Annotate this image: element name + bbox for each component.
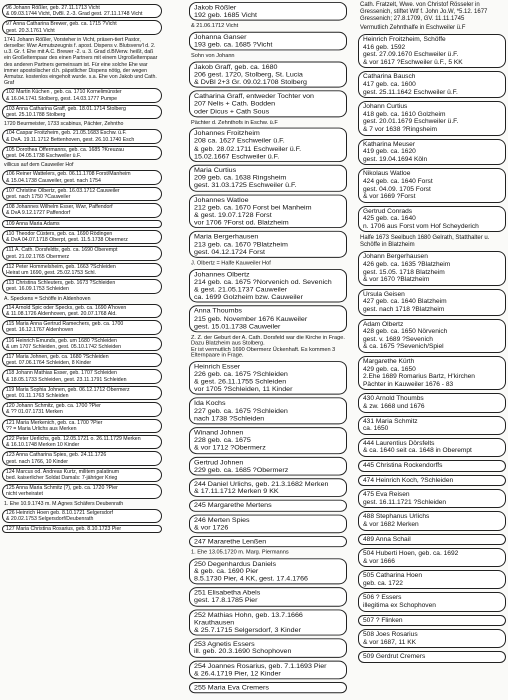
- person-record-box: 106 Reiner Wattelers, geb. 06.11.1708 Forst/Manheim & 15.04.1738 Cauweiler, gest. nach 1754: [2, 170, 162, 184]
- person-record-box: 104 Caspar Froitzheim, geb. 21.05.1683 Eschw. ü.F. & DvA. 19.11.1712 Bettenhoven, gest. 26.10.1740 Esch: [2, 129, 162, 143]
- person-record-box: 113 Christina Schleuters, geb. 1673 ?Schleiden gest. 16.09.1753 Schleiden: [2, 279, 162, 293]
- person-record-box: 118 Johann Mathias Esser, geb. 1707 Schleiden & 18.05.1733 Schleiden, gest. 23.11.1791 Schleiden: [2, 369, 162, 383]
- person-record-box: 475 Eva Reisen gest. 16.11.1721 ?Schleiden: [358, 489, 506, 508]
- left-column: [2, 4, 162, 535]
- person-record-box: 509 Gerdrut Cremers: [358, 651, 506, 663]
- person-record-box: 121 Maria Merkenich, geb. ca. 1700 ?Pier ?? = Maria Urlichs aus Merken: [2, 419, 162, 433]
- annotation-note: Sohn von Johann: [191, 53, 235, 59]
- person-record-box: 506 ? Essers illegitima ex Schophoven: [358, 592, 506, 611]
- person-record-box: 250 Degenhardus Daniels & geb. ca. 1690 Pier 8.5.1730 Pier, 4 KK, gest. 17.4.1766: [189, 558, 347, 585]
- person-record-box: 505 Catharina Hoen geb. ca. 1722: [358, 570, 506, 589]
- person-record-box: 116 Heinrich Emunds, geb. um 1680 ?Schleiden & um 1707 Schleiden, gest. 05.10.1742 Schleiden: [2, 337, 162, 351]
- person-record-box: 119 Maria Sophia Johnen, geb. 06.12.1712 Obermerz gest. 01.11.1763 Schleiden: [2, 386, 162, 400]
- person-record-box: 252 Mathias Hohn, geb. 13.7.1666 Krauthausen & 25.7.1715 Selgersdorf, 3 Kinder: [189, 609, 347, 636]
- person-record-box: 103 Anna Catharina Graff, geb. 18.01.1714 Stolberg gest. 25.10.1788 Stolberg: [2, 105, 162, 119]
- person-record-box: 112 Peter Hommelsheim, geb. 1663 ?Schleiden Heirat um 1690, gest. 25.02.1753 Schl.: [2, 263, 162, 277]
- person-record-box: Johann Curtius 418 geb. ca. 1610 Golzheim gest. 20.01.1679 Eschweiler ü.F. & 7 vor 1638 ?Ringsheim: [358, 101, 506, 135]
- person-record-box: 474 Heinrich Koch, ?Schleiden: [358, 475, 506, 487]
- person-record-box: 507 ? Flinken: [358, 615, 506, 627]
- person-record-box: Gertrud Johnen 229 geb. ca. 1685 ?Obermerz: [189, 457, 347, 476]
- middle-column: [189, 2, 347, 696]
- person-record-box: 105 Dorothea Offermanns, geb. ca. 1685 ?Kreuzau gest. 04.05.1738 Eschweiler ü.F.: [2, 146, 162, 160]
- person-record-box: 127 Maria Christina Rosarius, geb. 8.10.1723 Pier: [2, 525, 162, 533]
- person-record-box: 504 Huberti Hoen, geb. ca. 1692 & vor 1666: [358, 548, 506, 567]
- person-record-box: Adam Olbertz 428 geb. ca. 1650 Nörvenich gest. v. 1689 ?Sevenich & ca. 1675 ?Sevenich/Spiel: [358, 319, 506, 353]
- person-record-box: Johanna Ganser 193 geb. ca. 1685 ?Vicht: [189, 32, 347, 51]
- person-record-box: 508 Joes Rosarius & vor 1687, 11 KK: [358, 629, 506, 648]
- person-record-box: 107 Christine Olbertz, geb. 16.03.1712 Cauweiler gest. nach 1750 ?Cauweiler: [2, 187, 162, 201]
- right-column: [358, 2, 506, 666]
- person-record-box: 110 Theodor Cüsters, geb. ca. 1690 Rödingen & DvA 04.07.1718 Oberpt, gest. 11.5.1738 Obermerz: [2, 230, 162, 244]
- person-record-box: Maria Bergerhausen 213 geb. ca. 1670 ?Blatzheim gest. 04.12.1724 Forst: [189, 231, 347, 258]
- person-record-box: 117 Maria Johnen, geb. ca. 1680 ?Schleiden gest. 07.06.1764 Schleiden, 8 Kinder: [2, 353, 162, 367]
- person-record-box: Heinrich Esser 226 geb. ca. 1675 ?Schleiden & gest. 26.11.1755 Schleiden vor 1705 ?Schleiden, 11 Kinder: [189, 361, 347, 395]
- person-record-box: 97 Anna Catharina Brewer, geb. ca. 1715 ?Vicht gest. 20.3.1761 Vicht: [2, 20, 162, 34]
- person-record-box: 102 Martin Küchen , geb. ca. 1710 Kornelimünster & 16.04.1741 Stolberg, gest. 14.03.1777 Pumpe: [2, 88, 162, 102]
- annotation-note: A. Speckens = Schöffe in Aldenhoven: [4, 295, 91, 302]
- annotation-note: & 21.06.1712 Vicht: [191, 23, 239, 30]
- person-record-box: 444 Laurentius Dörsfelts & ca. 1640 seit ca. 1648 in Oberempt: [358, 438, 506, 457]
- annotation-note: J. Olbertz = Halfe Kauweiler Hof: [191, 260, 271, 267]
- person-record-box: Jakob Rößler 192 geb. 1685 Vicht: [189, 2, 347, 21]
- person-record-box: 109 Anna Maria Adams: [2, 220, 162, 228]
- person-record-box: 114 Arnold Spic oder Specks, geb. ca. 1690 A'hoven & 11.08.1726 Aldenhoven, gest. 20.07.1768 Ald.: [2, 304, 162, 318]
- annotation-note: Pächter d. Zehnthofs in Eschw. ü.F: [191, 120, 278, 126]
- person-record-box: Johannes Froitzheim 208 ca. 1627 Eschweiler ü.F. & geb. 28.02.1711 Eschweiler ü.F. 15.02.1667 Eschweiler ü.F.: [189, 128, 347, 162]
- person-record-box: 489 Anna Schail: [358, 534, 506, 546]
- person-record-box: 111 A. Cath. Dorsfeldts, geb. ca. 1690 Oberempt gest. 21.02.1765 Obermerz: [2, 246, 162, 260]
- person-record-box: Ida Kochs 227 geb. ca. 1675 ?Schleiden nach 1738 ?Schleiden: [189, 398, 347, 425]
- person-record-box: Katharina Meuser 419 geb. ca. 1620 gest. 19.04.1694 Köln: [358, 139, 506, 166]
- person-record-box: Heinrich Froitzheim, Schöffe 416 geb. 1592 gest. 27.09.1670 Eschweiler ü.F. & vor 1617 ?Eschweiler ü.F., 5 KK: [358, 34, 506, 68]
- person-record-box: 123 Anna Catharina Spies, geb. 24.11.1726 gest. nach 1766, 10 Kinder: [2, 451, 162, 465]
- person-record-box: Johannes Olbertz 214 geb. ca. 1675 ?Norvenich od. Sevenich & gest. 21.05.1737 Cauweiler ca. 1699 Golzheim bzw. Cauweiler: [189, 269, 347, 303]
- annotation-note: 1. Ehe 10.9.1743 m. M.Agnes Schäfers Deubenrath: [4, 500, 124, 507]
- person-record-box: Catharina Graff, entweder Tochter von 207 Nelis + Cath. Bodden oder Dicus + Cath Sous: [189, 91, 347, 118]
- person-record-box: 125 Anna Maria Schmitz (?), geb. ca. 1720 ?Pier nicht verheiratet: [2, 484, 162, 498]
- person-record-box: 488 Stephanus Urlichs & vor 1682 Merken: [358, 511, 506, 530]
- annotation-note: Z. Z. der Geburt der A. Cath. Dorsfeld war die Kirche in Frage. Dazu Blatzheim aus Stolberg. Er ist vermutlich 1690 Obermerz Ückenhaft. Es kommen 3 Elternpaare in Frage.: [191, 334, 345, 359]
- person-record-box: 445 Christina Rockendorffs: [358, 460, 506, 472]
- person-record-box: 247 Mararethe Lenßen: [189, 536, 347, 547]
- annotation-note: villicus auf dem Cauweiler Hof: [4, 162, 74, 169]
- person-record-box: 431 Maria Schmitz ca. 1650: [358, 416, 506, 435]
- annotation-note: Cath. Fratzelt, Wwe. von Christof Rösseler in Gressenich, stiftet Wtf f. John Jo.W, *5.12. 1677 Gressenich; 27.8.1709, GV. 11.11.1745: [360, 2, 488, 22]
- person-record-box: Margarethe Kürth 429 geb. ca. 1650 2.Ehe 1689 Romarius Bartz, H'kirchen Pächter in Kauweiler 1676 - 83: [358, 356, 506, 390]
- annotation-note: 1720 Beurmeister, 1733 scabinus, Pächter, Zehntho: [4, 121, 124, 128]
- person-record-box: 115 Maria Anna Gertrud Ramechers, geb. ca. 1700 gest. 16.12.1767 Aldenhoven: [2, 320, 162, 334]
- person-record-box: 430 Arnold Thoumbs & zw. 1668 und 1676: [358, 393, 506, 412]
- person-record-box: Johannes Watloe 212 geb. ca. 1670 Forst bei Manheim & gest. 19.07.1728 Forst vor 1706 ?Forst od. Blatzheim: [189, 194, 347, 228]
- person-record-box: 120 Johann Schmitz, geb. ca. 1700 ?Pier & ?? 01.07.1731 Merken: [2, 402, 162, 416]
- person-record-box: 122 Peter Uerlichs, geb. 12.05.1721 o. 26.11.1729 Merken & 16.10.1748 Merken 10 Kinder: [2, 435, 162, 449]
- person-record-box: Jakob Graff, geb. ca. 1680 206 gest. 1720, Stolberg, St. Lucia & DvBl 2+3 Gr. 09.02.1708 Stolberg: [189, 61, 347, 88]
- person-record-box: Winand Johnen 228 geb. ca. 1675 & vor 1712 ?Obermerz: [189, 427, 347, 454]
- annotation-note: Halfe 1673 Seelbuch 1680 Gelrath, Statthalter u. Schöffe in Blatzheim: [360, 235, 490, 249]
- annotation-note: Vermutlich Zehnthalfe in Eschweiler ü.F: [360, 25, 466, 31]
- person-record-box: Maria Curtius 209 geb. ca. 1638 Ringsheim gest. 31.03.1725 Eschweiler ü.F.: [189, 165, 347, 192]
- person-record-box: 245 Margarethe Mertens: [189, 500, 347, 511]
- person-record-box: Ursula Geisen 427 geb. ca. 1640 Blatzheim gest. nach 1718 ?Blatzheim: [358, 289, 506, 316]
- person-record-box: 244 Daniel Urlichs, geb. 21.3.1682 Merken & 17.11.1712 Merken 9 KK: [189, 478, 347, 497]
- person-record-box: Johann Bergerhausen 426 geb. ca. 1635 ?Blatzheim gest. 15.05. 1718 Blatzheim & vor 1670 ?Blatzheim: [358, 251, 506, 285]
- person-record-box: 96 Johann Rößler, geb. 27.11.1713 Vicht & 09.03.1744 Vicht, DvBl. 2.-3. Grad gest. 27.11.1748 Vicht: [2, 4, 162, 18]
- person-record-box: 255 Maria Eva Cremers: [189, 682, 347, 693]
- annotation-note: 1. Ehe 13.05.1720 m. Marg. Piermanns: [191, 550, 289, 556]
- person-record-box: 253 Agnetis Essers ill. geb. 20.3.1690 Schophoven: [189, 639, 347, 658]
- person-record-box: 124 Marcus od. Andreas Kurtz, militem palatinum bed. kaiserlicher Soldat Damals: 7-jähriger Krieg: [2, 468, 162, 482]
- person-record-box: 246 Merten Spies & vor 1726: [189, 514, 347, 533]
- person-record-box: 251 Elisabetha Abels gest. 17.8.1785 Pier: [189, 587, 347, 606]
- person-record-box: 126 Heinrich Hoen geb. 8.10.1721 Selgersdorf & 20.02.1753 Selgersdorf/Deubenrath: [2, 509, 162, 523]
- person-record-box: Gertrud Conrads 425 geb. ca. 1640 n. 1706 aus Forst vom Hof Scheyderich: [358, 206, 506, 233]
- annotation-note: 1741 Johann Rößler, Vorsteher in Vicht, präsen-tiert Pastor, derselbe: Wwr Armutszeugnis f. apost. Dispens v. Blutsverw'l d. 2. u.3. Gr. f. Ehe mit A.C. Brewer -2. u. 3. Grad d.BlVerw. heißt, daß ein Großelternpaar des einen Partners mit einem Urgroßelternpaar des anderen Partners gemeinsam ist. Für eine solche Ehe war immer apostolischer d.h. päpstlicher Dispens nötig, der wegen Armutsz. kostenlos eingeholt wurde. s.a. Ehe von Jakob und Cath. Graf: [4, 36, 158, 87]
- person-record-box: Catharina Bausch 417 geb. ca. 1600 gest. 25.11.1642 Eschweiler ü.F.: [358, 71, 506, 98]
- person-record-box: 254 Joannes Rosarius, geb. 7.1.1693 Pier & 26.4.1719 Pier, 12 Kinder: [189, 660, 347, 679]
- person-record-box: Nikolaus Watloe 424 geb. ca. 1640 Forst gest. 04.09. 1705 Forst & vor 1669 ?Forst: [358, 168, 506, 202]
- person-record-box: 108 Johannes Wilhelm Esser, Wwr, Paffendorf & DvA 9.12.1727 Paffendorf: [2, 203, 162, 217]
- person-record-box: Anna Thoumbs 215 geb. November 1676 Kauweiler gest. 15.01.1738 Cauweiler: [189, 306, 347, 333]
